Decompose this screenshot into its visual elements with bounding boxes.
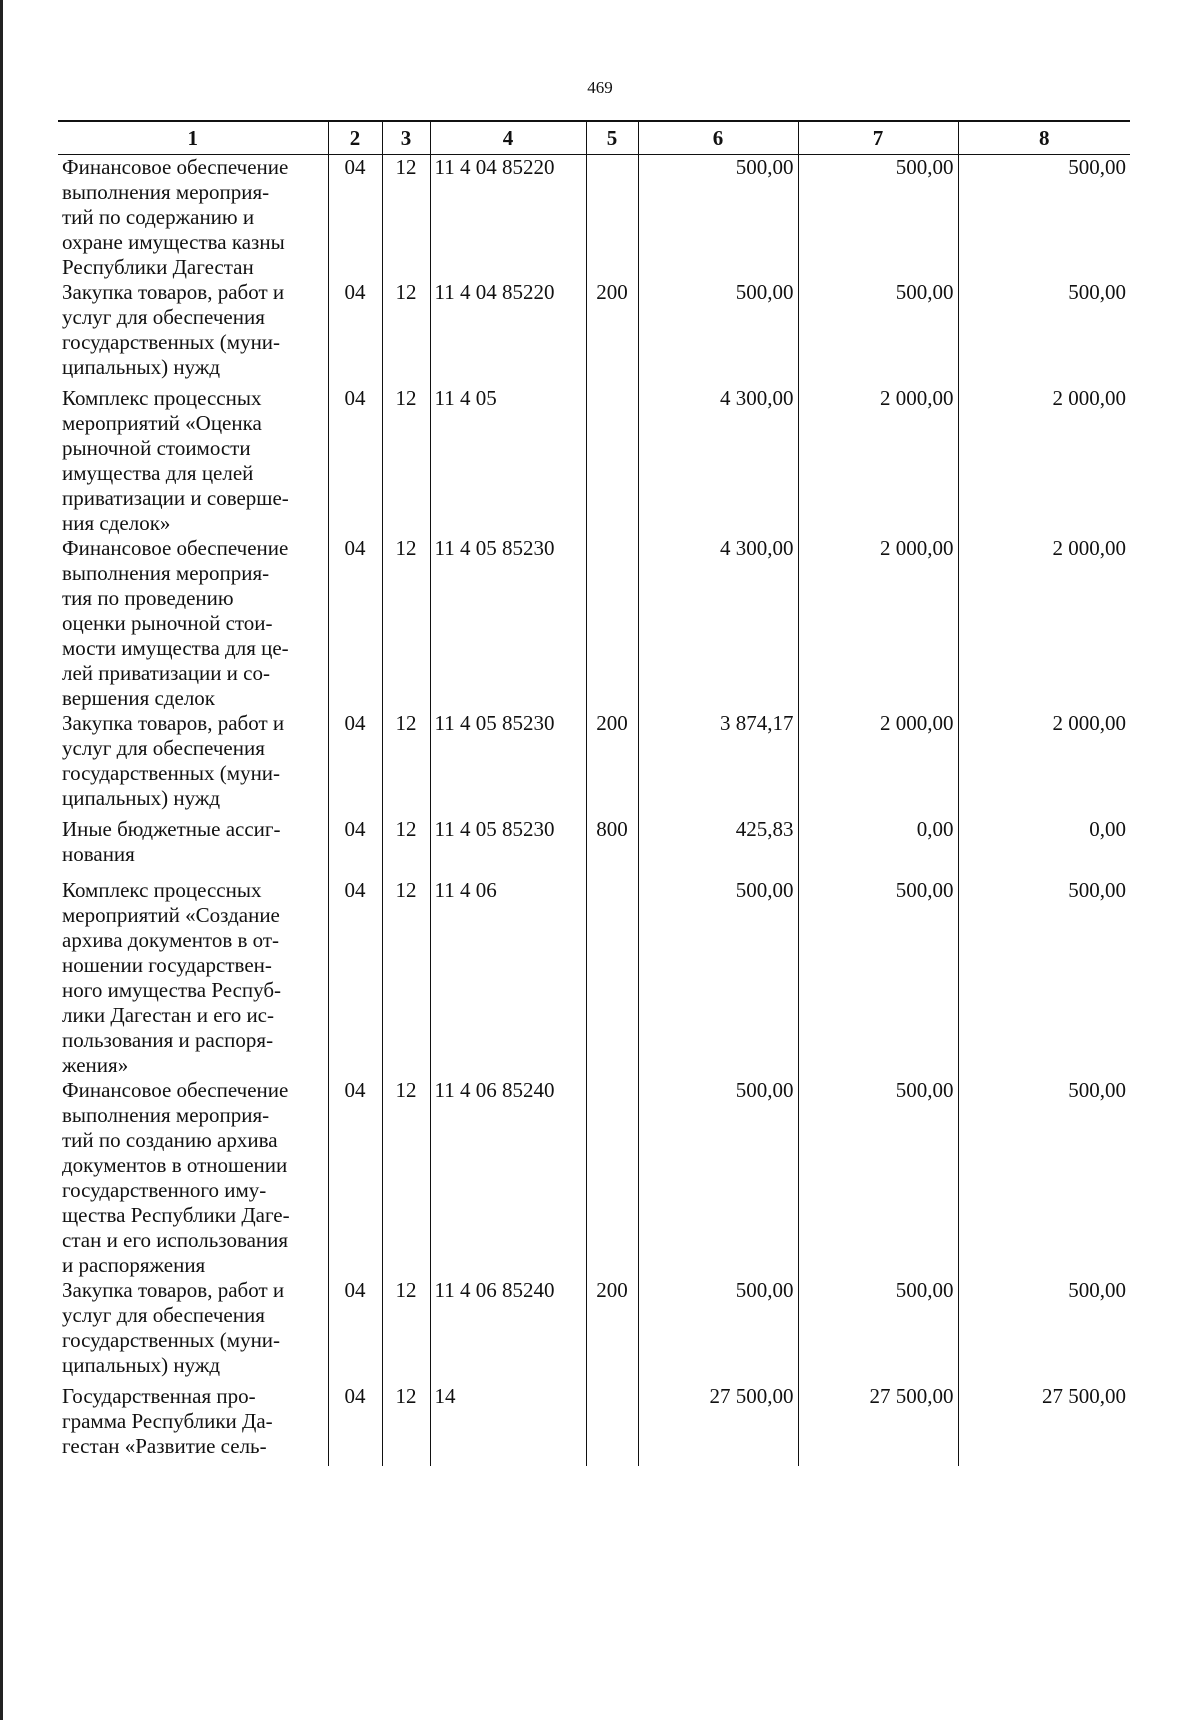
row-name-line: Финансовое обеспечение xyxy=(62,1078,289,1102)
row-name-line: тия по проведению xyxy=(62,586,234,610)
row-name-line: гестан «Развитие сель- xyxy=(62,1434,267,1458)
row-name-line: Иные бюджетные ассиг- xyxy=(62,817,281,841)
target-article-cell: 11 4 04 85220 xyxy=(430,280,586,386)
subsection-cell: 12 xyxy=(382,280,430,386)
amount-year3-cell: 500,00 xyxy=(958,1278,1130,1384)
amount-year3-cell: 2 000,00 xyxy=(958,711,1130,817)
table-row xyxy=(58,711,1130,817)
target-article-cell: 11 4 06 85240 xyxy=(430,1078,586,1278)
row-name-line: ципальных) нужд xyxy=(62,355,221,379)
row-name-line: документов в отношении xyxy=(62,1153,288,1177)
column-header: 5 xyxy=(586,121,638,155)
row-name-line: приватизации и соверше- xyxy=(62,486,289,510)
row-name-line: рыночной стоимости xyxy=(62,436,251,460)
row-name-line: тий по созданию архива xyxy=(62,1128,278,1152)
scan-left-edge xyxy=(0,0,3,1720)
row-name-line: жения» xyxy=(62,1053,129,1077)
section-cell: 04 xyxy=(328,1384,382,1466)
amount-year2-cell: 500,00 xyxy=(798,155,958,281)
table-row xyxy=(58,817,1130,878)
row-name-line: государственных (муни- xyxy=(62,761,281,785)
table-row xyxy=(58,386,1130,536)
row-name-line: ния сделок» xyxy=(62,511,171,535)
column-header: 1 xyxy=(58,121,328,155)
amount-year2-cell: 2 000,00 xyxy=(798,536,958,711)
amount-year3-cell: 0,00 xyxy=(958,817,1130,878)
row-name-line: грамма Республики Да- xyxy=(62,1409,273,1433)
amount-year2-cell: 2 000,00 xyxy=(798,711,958,817)
amount-year1-cell: 500,00 xyxy=(638,155,798,281)
section-cell: 04 xyxy=(328,711,382,817)
amount-year3-cell: 500,00 xyxy=(958,280,1130,386)
table-row xyxy=(58,1278,1130,1384)
table-row xyxy=(58,1078,1130,1278)
expense-type-cell xyxy=(586,155,638,281)
page-number: 469 xyxy=(587,78,613,97)
row-name-line: государственного иму- xyxy=(62,1178,267,1202)
section-cell: 04 xyxy=(328,155,382,281)
subsection-cell: 12 xyxy=(382,817,430,878)
table-body xyxy=(58,155,1130,1467)
row-name-cell xyxy=(58,280,328,386)
subsection-cell: 12 xyxy=(382,536,430,711)
row-name-line: услуг для обеспечения xyxy=(62,736,265,760)
row-name-line: Закупка товаров, работ и xyxy=(62,280,285,304)
budget-table xyxy=(58,120,1130,1466)
row-name-cell xyxy=(58,536,328,711)
row-name-line: архива документов в от- xyxy=(62,928,280,952)
section-cell: 04 xyxy=(328,817,382,878)
amount-year2-cell: 500,00 xyxy=(798,1278,958,1384)
row-name-cell xyxy=(58,817,328,878)
target-article-cell: 14 xyxy=(430,1384,586,1466)
amount-year1-cell: 3 874,17 xyxy=(638,711,798,817)
row-name-line: ципальных) нужд xyxy=(62,786,221,810)
row-name-line: Финансовое обеспечение xyxy=(62,155,289,179)
subsection-cell: 12 xyxy=(382,711,430,817)
row-name-cell xyxy=(58,1078,328,1278)
section-cell: 04 xyxy=(328,1078,382,1278)
row-name-line: Финансовое обеспечение xyxy=(62,536,289,560)
row-name-cell xyxy=(58,878,328,1078)
row-name-line: лей приватизации и со- xyxy=(62,661,270,685)
amount-year2-cell: 500,00 xyxy=(798,280,958,386)
amount-year1-cell: 500,00 xyxy=(638,280,798,386)
section-cell: 04 xyxy=(328,280,382,386)
row-name-line: Комплекс процессных xyxy=(62,386,262,410)
amount-year2-cell: 500,00 xyxy=(798,878,958,1078)
table-row xyxy=(58,536,1130,711)
expense-type-cell xyxy=(586,1384,638,1466)
row-name-line: щества Республики Даге- xyxy=(62,1203,290,1227)
expense-type-cell: 200 xyxy=(586,280,638,386)
row-name-line: ношении государствен- xyxy=(62,953,272,977)
amount-year3-cell: 2 000,00 xyxy=(958,536,1130,711)
row-name-line: стан и его использования xyxy=(62,1228,289,1252)
row-name-cell xyxy=(58,711,328,817)
target-article-cell: 11 4 05 85230 xyxy=(430,711,586,817)
column-header: 8 xyxy=(958,121,1130,155)
amount-year3-cell: 500,00 xyxy=(958,878,1130,1078)
table-row xyxy=(58,280,1130,386)
section-cell: 04 xyxy=(328,536,382,711)
row-name-line: и распоряжения xyxy=(62,1253,206,1277)
row-name-line: тий по содержанию и xyxy=(62,205,255,229)
row-name-cell xyxy=(58,155,328,281)
column-header: 2 xyxy=(328,121,382,155)
expense-type-cell xyxy=(586,536,638,711)
target-article-cell: 11 4 06 xyxy=(430,878,586,1078)
row-name-line: нования xyxy=(62,842,135,866)
row-name-line: оценки рыночной стои- xyxy=(62,611,273,635)
row-name-line: выполнения мероприя- xyxy=(62,1103,270,1127)
column-header: 6 xyxy=(638,121,798,155)
row-name-line: охране имущества казны xyxy=(62,230,285,254)
row-name-line: Закупка товаров, работ и xyxy=(62,1278,285,1302)
amount-year3-cell: 500,00 xyxy=(958,1078,1130,1278)
amount-year2-cell: 500,00 xyxy=(798,1078,958,1278)
expense-type-cell: 800 xyxy=(586,817,638,878)
subsection-cell: 12 xyxy=(382,386,430,536)
target-article-cell: 11 4 05 85230 xyxy=(430,536,586,711)
row-name-line: выполнения мероприя- xyxy=(62,180,270,204)
row-name-line: пользования и распоря- xyxy=(62,1028,274,1052)
target-article-cell: 11 4 04 85220 xyxy=(430,155,586,281)
amount-year1-cell: 425,83 xyxy=(638,817,798,878)
expense-type-cell: 200 xyxy=(586,711,638,817)
row-name-line: имущества для целей xyxy=(62,461,254,485)
subsection-cell: 12 xyxy=(382,878,430,1078)
subsection-cell: 12 xyxy=(382,155,430,281)
column-header: 3 xyxy=(382,121,430,155)
amount-year3-cell: 500,00 xyxy=(958,155,1130,281)
row-name-line: услуг для обеспечения xyxy=(62,1303,265,1327)
table-row xyxy=(58,155,1130,281)
section-cell: 04 xyxy=(328,878,382,1078)
row-name-cell xyxy=(58,1278,328,1384)
expense-type-cell xyxy=(586,1078,638,1278)
table-row xyxy=(58,1384,1130,1466)
row-name-line: Комплекс процессных xyxy=(62,878,262,902)
subsection-cell: 12 xyxy=(382,1078,430,1278)
row-name-cell xyxy=(58,386,328,536)
table-row xyxy=(58,878,1130,1078)
target-article-cell: 11 4 05 85230 xyxy=(430,817,586,878)
expense-type-cell xyxy=(586,386,638,536)
row-name-line: мероприятий «Оценка xyxy=(62,411,262,435)
row-name-line: государственных (муни- xyxy=(62,1328,281,1352)
row-name-line: мости имущества для це- xyxy=(62,636,289,660)
row-name-line: Закупка товаров, работ и xyxy=(62,711,285,735)
subsection-cell: 12 xyxy=(382,1278,430,1384)
row-name-line: государственных (муни- xyxy=(62,330,281,354)
target-article-cell: 11 4 05 xyxy=(430,386,586,536)
row-name-line: ного имущества Респуб- xyxy=(62,978,282,1002)
amount-year1-cell: 500,00 xyxy=(638,1078,798,1278)
row-name-line: выполнения мероприя- xyxy=(62,561,270,585)
row-name-cell xyxy=(58,1384,328,1466)
amount-year2-cell: 0,00 xyxy=(798,817,958,878)
amount-year1-cell: 27 500,00 xyxy=(638,1384,798,1466)
amount-year1-cell: 4 300,00 xyxy=(638,536,798,711)
row-name-line: лики Дагестан и его ис- xyxy=(62,1003,274,1027)
row-name-line: услуг для обеспечения xyxy=(62,305,265,329)
amount-year2-cell: 27 500,00 xyxy=(798,1384,958,1466)
column-header: 4 xyxy=(430,121,586,155)
amount-year3-cell: 27 500,00 xyxy=(958,1384,1130,1466)
expense-type-cell xyxy=(586,878,638,1078)
row-name-line: мероприятий «Создание xyxy=(62,903,280,927)
column-header: 7 xyxy=(798,121,958,155)
amount-year3-cell: 2 000,00 xyxy=(958,386,1130,536)
amount-year1-cell: 500,00 xyxy=(638,878,798,1078)
subsection-cell: 12 xyxy=(382,1384,430,1466)
target-article-cell: 11 4 06 85240 xyxy=(430,1278,586,1384)
row-name-line: Республики Дагестан xyxy=(62,255,254,279)
amount-year1-cell: 500,00 xyxy=(638,1278,798,1384)
expense-type-cell: 200 xyxy=(586,1278,638,1384)
section-cell: 04 xyxy=(328,386,382,536)
row-name-line: ципальных) нужд xyxy=(62,1353,221,1377)
section-cell: 04 xyxy=(328,1278,382,1384)
table-header-row xyxy=(58,121,1130,155)
row-name-line: вершения сделок xyxy=(62,686,215,710)
row-name-line: Государственная про- xyxy=(62,1384,256,1408)
amount-year2-cell: 2 000,00 xyxy=(798,386,958,536)
amount-year1-cell: 4 300,00 xyxy=(638,386,798,536)
